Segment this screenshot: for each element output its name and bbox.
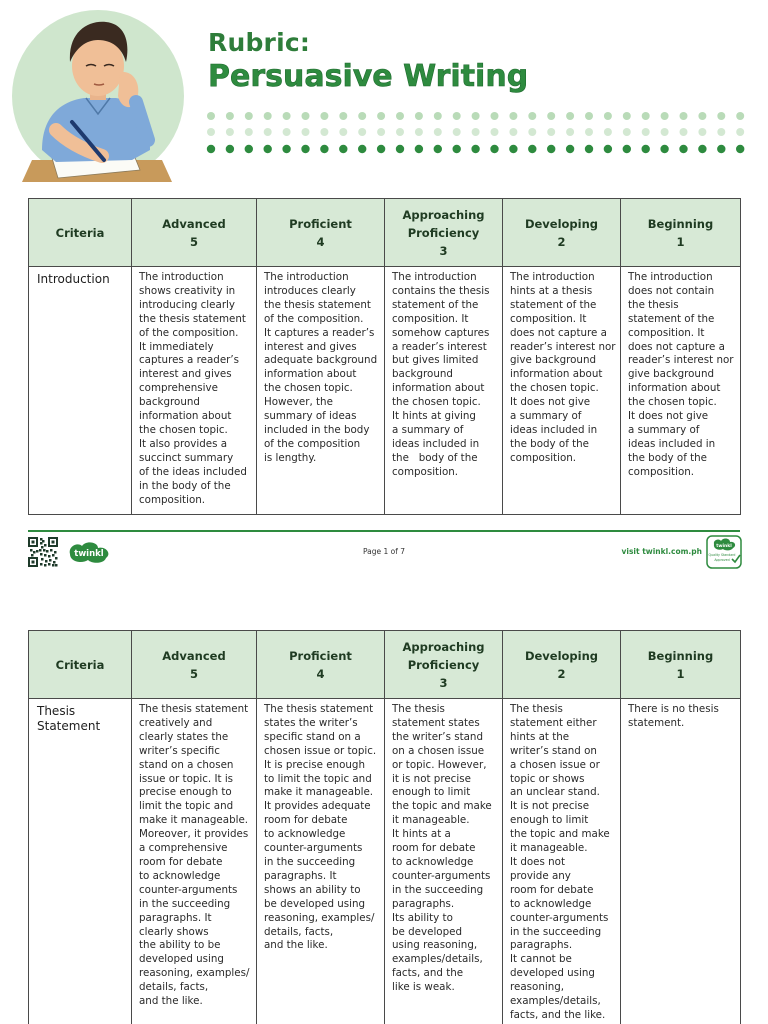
quality-badge-icon — [706, 535, 742, 569]
header-criteria: Criteria — [29, 199, 132, 267]
table-header-row — [29, 199, 741, 267]
cell-beginning: There is no thesis statement. — [621, 699, 741, 1024]
footer-divider — [28, 530, 740, 532]
header-beginning: Beginning 1 — [621, 199, 741, 267]
header-developing: Developing 2 — [503, 199, 621, 267]
header-proficient: Proficient 4 — [257, 199, 385, 267]
cell-approaching: The introduction contains the thesis statement of the composition. It somehow captures a reader’s interest but gives limited background information about the chosen topic. It hints at giving a summary of ideas included in the body of the composition. — [385, 267, 503, 515]
table-row — [29, 267, 741, 515]
title-line-1: Rubric: — [208, 28, 311, 57]
table-row — [29, 699, 741, 1024]
cell-proficient: The thesis statement states the writer’s specific stand on a chosen issue or topic. It is precise enough to limit the topic and make it manageable. It provides adequate room for debate to acknowledge counter-arguments in the succeeding paragraphs. It shows an ability to be developed using reasoning, examples/ details, facts, and the like. — [257, 699, 385, 1024]
decorative-dots-row-3 — [205, 143, 745, 155]
visit-link[interactable]: visit twinkl.com.ph — [621, 547, 702, 556]
rubric-table-introduction — [28, 198, 741, 515]
title-line-2: Persuasive Writing — [208, 59, 529, 94]
cell-beginning: The introduction does not contain the thesis statement of the composition. It does not capture a reader’s interest nor give background information about the chosen topic. It does not give a summary of ideas included in the body of the composition. — [621, 267, 741, 515]
header-proficient: Proficient 4 — [257, 631, 385, 699]
svg-text:Approved: Approved — [714, 558, 730, 562]
cell-developing: The thesis statement either hints at the writer’s stand on a chosen issue or topic or shows an unclear stand. It is not precise enough to limit the topic and make it manageable. It does not provide any room for debate to acknowledge counter-arguments in the succeeding paragraphs. It cannot be developed using reasoning, examples/details, facts, and the like. — [503, 699, 621, 1024]
svg-text:twinkl: twinkl — [74, 549, 104, 559]
decorative-dots-row-2 — [205, 126, 745, 138]
cell-proficient: The introduction introduces clearly the thesis statement of the composition. It captures a reader’s interest and gives adequate background information about the chosen topic. However, the summary of ideas included in the body of the composition is lengthy. — [257, 267, 385, 515]
header-advanced: Advanced 5 — [132, 199, 257, 267]
header-illustration — [12, 10, 184, 182]
header-criteria: Criteria — [29, 631, 132, 699]
criterion-introduction: Introduction — [29, 267, 132, 515]
table-header-row — [29, 631, 741, 699]
header-beginning: Beginning 1 — [621, 631, 741, 699]
criterion-thesis-statement: Thesis Statement — [29, 699, 132, 1024]
page-title — [208, 28, 528, 94]
header-advanced: Advanced 5 — [132, 631, 257, 699]
decorative-dots-row-1 — [205, 110, 745, 122]
cell-approaching: The thesis statement states the writer’s stand on a chosen issue or topic. However, it is not precise enough to limit the topic and make it manageable. It hints at a room for debate to acknowledge counter-arguments in the succeeding paragraphs. Its ability to be developed using reasoning, examples/details, facts, and the like is weak. — [385, 699, 503, 1024]
cell-advanced: The thesis statement creatively and clearly states the writer’s specific stand on a chosen issue or topic. It is precise enough to limit the topic and make it manageable. Moreover, it provides a comprehensive room for debate to acknowledge counter-arguments in the succeeding paragraphs. It clearly shows the ability to be developed using reasoning, examples/ details, facts, and the like. — [132, 699, 257, 1024]
header-approaching: Approaching Proficiency 3 — [385, 199, 503, 267]
cell-advanced: The introduction shows creativity in introducing clearly the thesis statement of the composition. It immediately captures a reader’s interest and gives comprehensive background information about the chosen topic. It also provides a succinct summary of the ideas included in the body of the composition. — [132, 267, 257, 515]
cell-developing: The introduction hints at a thesis statement of the composition. It does not capture a reader’s interest nor give background information about the chosen topic. It does not give a summary of ideas included in the body of the composition. — [503, 267, 621, 515]
svg-text:twinkl: twinkl — [716, 544, 732, 549]
svg-text:Quality Standard: Quality Standard — [708, 553, 736, 557]
rubric-table-thesis-statement — [28, 630, 741, 1024]
header-developing: Developing 2 — [503, 631, 621, 699]
header-approaching: Approaching Proficiency 3 — [385, 631, 503, 699]
page-number: Page 1 of 7 — [362, 547, 406, 556]
